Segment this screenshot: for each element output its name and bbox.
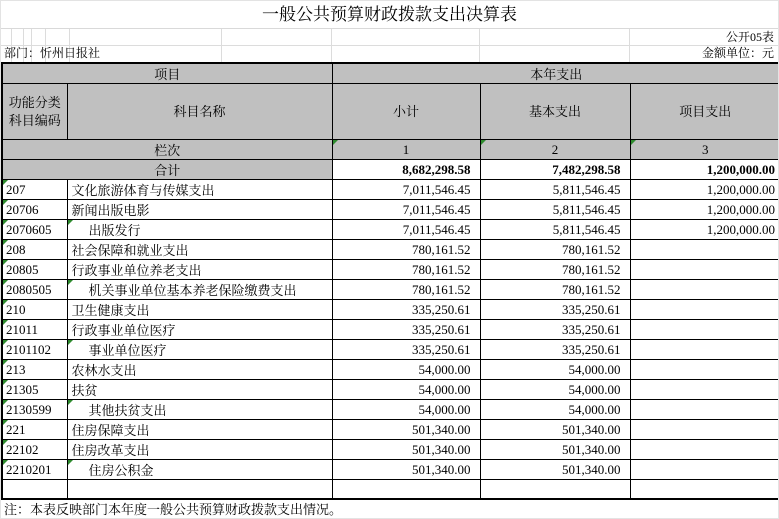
name-cell: 行政事业单位医疗 (67, 320, 332, 340)
table-tail-rows (2, 480, 779, 499)
basic-cell: 335,250.61 (480, 300, 630, 320)
project-cell (630, 440, 779, 460)
subtotal-cell: 7,011,546.45 (332, 220, 480, 240)
project-cell (630, 340, 779, 360)
subtotal-cell: 335,250.61 (332, 340, 480, 360)
code-cell: 2130599 (2, 400, 67, 420)
table-row (2, 380, 779, 400)
header-subtotal-col: 小计 (332, 84, 480, 140)
subtotal-cell: 501,340.00 (332, 420, 480, 440)
code-cell: 213 (2, 360, 67, 380)
project-cell: 1,200,000.00 (630, 180, 779, 200)
total-label-cell: 合计 (2, 160, 332, 180)
error-indicator-icon (481, 140, 486, 145)
name-cell: 事业单位医疗 (67, 340, 332, 360)
subtotal-cell: 54,000.00 (332, 380, 480, 400)
meta-area (1, 29, 778, 62)
index-cell: 2 (480, 140, 630, 160)
code-cell: 20805 (2, 260, 67, 280)
code-cell: 221 (2, 420, 67, 440)
table-row (2, 320, 779, 340)
table-row (2, 360, 779, 380)
error-indicator-icon (68, 280, 73, 285)
table-row (2, 220, 779, 240)
code-cell: 208 (2, 240, 67, 260)
basic-cell: 5,811,546.45 (480, 200, 630, 220)
table-row (2, 300, 779, 320)
basic-cell (480, 480, 630, 499)
sheet-number-label: 公开05表 (725, 30, 774, 44)
header-code-col: 功能分类科目编码 (2, 84, 67, 140)
basic-cell: 335,250.61 (480, 340, 630, 360)
basic-cell: 335,250.61 (480, 320, 630, 340)
basic-cell: 54,000.00 (480, 360, 630, 380)
subtotal-cell: 501,340.00 (332, 440, 480, 460)
project-cell (630, 320, 779, 340)
subtotal-cell: 54,000.00 (332, 360, 480, 380)
table-row (2, 180, 779, 200)
name-cell: 住房公积金 (67, 460, 332, 480)
header-project-group: 项目 (2, 63, 332, 84)
code-cell: 210 (2, 300, 67, 320)
basic-cell: 780,161.52 (480, 240, 630, 260)
total-basic-cell: 7,482,298.58 (480, 160, 630, 180)
name-cell: 社会保障和就业支出 (67, 240, 332, 260)
basic-cell: 54,000.00 (480, 380, 630, 400)
index-cell: 3 (630, 140, 779, 160)
project-cell: 1,200,000.00 (630, 220, 779, 240)
code-cell: 21011 (2, 320, 67, 340)
code-cell: 2101102 (2, 340, 67, 360)
header-group-row (2, 63, 779, 84)
table-row (2, 420, 779, 440)
code-cell: 22102 (2, 440, 67, 460)
code-cell: 21305 (2, 380, 67, 400)
project-cell (630, 240, 779, 260)
table-body (2, 180, 779, 480)
name-cell: 农林水支出 (67, 360, 332, 380)
project-cell (630, 300, 779, 320)
total-subtotal-cell: 8,682,298.58 (332, 160, 480, 180)
table-row (2, 240, 779, 260)
subtotal-cell: 335,250.61 (332, 300, 480, 320)
amount-unit-label: 金额单位：元 (701, 46, 774, 60)
table-header-rows (2, 63, 779, 180)
subtotal-cell: 335,250.61 (332, 320, 480, 340)
name-cell: 住房改革支出 (67, 440, 332, 460)
project-cell: 1,200,000.00 (630, 200, 779, 220)
header-project-col: 项目支出 (630, 84, 779, 140)
table-row (2, 440, 779, 460)
project-cell (630, 380, 779, 400)
basic-cell: 780,161.52 (480, 260, 630, 280)
code-cell: 2210201 (2, 460, 67, 480)
expenditure-table (1, 62, 779, 500)
page-title: 一般公共预算财政拨款支出决算表 (1, 1, 778, 29)
empty-row (2, 480, 779, 499)
project-cell (630, 260, 779, 280)
table-row (2, 280, 779, 300)
header-columns-row (2, 84, 779, 140)
header-basic-col: 基本支出 (480, 84, 630, 140)
header-current-year-group: 本年支出 (332, 63, 779, 84)
project-cell (630, 420, 779, 440)
table-row (2, 340, 779, 360)
subtotal-cell: 780,161.52 (332, 260, 480, 280)
name-cell: 住房保障支出 (67, 420, 332, 440)
name-cell: 行政事业单位养老支出 (67, 260, 332, 280)
subtotal-cell: 780,161.52 (332, 280, 480, 300)
basic-cell: 5,811,546.45 (480, 180, 630, 200)
table-note: 注：本表反映部门本年度一般公共预算财政拨款支出情况。 (1, 500, 778, 519)
basic-cell: 501,340.00 (480, 440, 630, 460)
name-cell (67, 480, 332, 499)
total-project-cell: 1,200,000.00 (630, 160, 779, 180)
subtotal-cell: 501,340.00 (332, 460, 480, 480)
error-indicator-icon (631, 140, 636, 145)
project-cell (630, 280, 779, 300)
code-cell: 207 (2, 180, 67, 200)
project-cell (630, 460, 779, 480)
table-row (2, 400, 779, 420)
total-row (2, 160, 779, 180)
name-cell: 机关事业单位基本养老保险缴费支出 (67, 280, 332, 300)
error-indicator-icon (333, 140, 338, 145)
code-cell (2, 480, 67, 499)
project-cell (630, 480, 779, 499)
error-indicator-icon (68, 400, 73, 405)
basic-cell: 5,811,546.45 (480, 220, 630, 240)
name-cell: 新闻出版电影 (67, 200, 332, 220)
code-cell: 2080505 (2, 280, 67, 300)
department-label: 部门：忻州日报社 (4, 46, 101, 60)
basic-cell: 54,000.00 (480, 400, 630, 420)
basic-cell: 501,340.00 (480, 460, 630, 480)
index-label-cell: 栏次 (2, 140, 332, 160)
subtotal-cell: 780,161.52 (332, 240, 480, 260)
name-cell: 其他扶贫支出 (67, 400, 332, 420)
table-row (2, 200, 779, 220)
error-indicator-icon (68, 340, 73, 345)
error-indicator-icon (68, 460, 73, 465)
project-cell (630, 360, 779, 380)
subtotal-cell: 7,011,546.45 (332, 200, 480, 220)
name-cell: 卫生健康支出 (67, 300, 332, 320)
code-cell: 2070605 (2, 220, 67, 240)
table-row (2, 460, 779, 480)
project-cell (630, 400, 779, 420)
subtotal-cell (332, 480, 480, 499)
name-cell: 出版发行 (67, 220, 332, 240)
basic-cell: 501,340.00 (480, 420, 630, 440)
header-name-col: 科目名称 (67, 84, 332, 140)
index-cell: 1 (332, 140, 480, 160)
subtotal-cell: 7,011,546.45 (332, 180, 480, 200)
error-indicator-icon (68, 220, 73, 225)
code-cell: 20706 (2, 200, 67, 220)
table-row (2, 260, 779, 280)
column-index-row (2, 140, 779, 160)
basic-cell: 780,161.52 (480, 280, 630, 300)
subtotal-cell: 54,000.00 (332, 400, 480, 420)
name-cell: 文化旅游体育与传媒支出 (67, 180, 332, 200)
name-cell: 扶贫 (67, 380, 332, 400)
